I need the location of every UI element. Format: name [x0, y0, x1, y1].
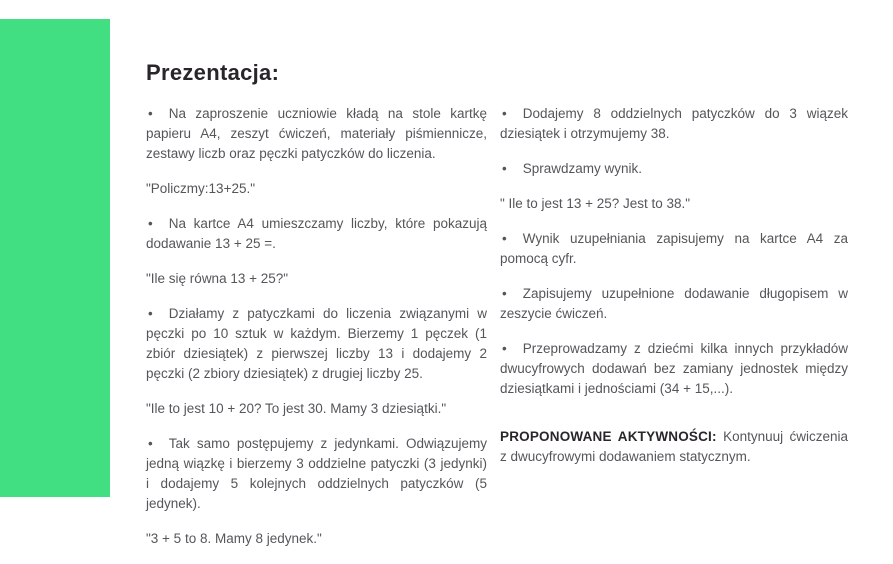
- proposed-activities: [500, 427, 848, 467]
- bullet-icon: •: [148, 436, 153, 451]
- bullet-icon: •: [148, 216, 153, 231]
- bullet-icon: •: [502, 161, 507, 176]
- paragraph: [146, 529, 487, 549]
- paragraph-text: Sprawdzamy wynik.: [522, 161, 643, 176]
- paragraph-text: Dodajemy 8 oddzielnych patyczków do 3 wiązek dziesiątek i otrzymujemy 38.: [500, 106, 848, 141]
- paragraph-text: Przeprowadzamy z dziećmi kilka innych przykładów dwucyfrowych dodawań bez zamiany jednostek między dziesiątkami i jednościami (34 + 15,...).: [500, 341, 848, 396]
- list-item: [146, 434, 487, 514]
- slide-content: [146, 60, 848, 564]
- columns: [146, 104, 848, 564]
- paragraph-text: "Ile to jest 10 + 20? To jest 30. Mamy 3 dziesiątki.": [146, 401, 447, 416]
- bullet-icon: •: [502, 341, 507, 356]
- list-item: [146, 104, 487, 164]
- paragraph-text: "Ile się równa 13 + 25?": [146, 271, 289, 286]
- paragraph: [146, 399, 487, 419]
- list-item: [500, 159, 848, 179]
- page-title: Prezentacja:: [146, 60, 280, 85]
- paragraph-text: Na kartce A4 umieszczamy liczby, które pokazują dodawanie 13 + 25 =.: [146, 216, 487, 251]
- paragraph-text: Działamy z patyczkami do liczenia związanymi w pęczki po 10 sztuk w każdym. Bierzemy 1 pęczek (1 zbiór dziesiątek) z pierwszej liczby 13 i dodajemy 2 pęczki (2 zbiory dziesiątek) z drugiej liczby 25.: [146, 306, 487, 381]
- activities-label: PROPONOWANE AKTYWNOŚCI:: [500, 429, 717, 444]
- bullet-icon: •: [502, 106, 507, 121]
- paragraph-text: Na zaproszenie uczniowie kładą na stole kartkę papieru A4, zeszyt ćwiczeń, materiały piśmiennicze, zestawy liczb oraz pęczki patyczków do liczenia.: [146, 106, 487, 161]
- paragraph-text: "Policzmy:13+25.": [146, 181, 256, 196]
- bullet-icon: •: [148, 306, 153, 321]
- list-item: [500, 284, 848, 324]
- right-column: [500, 104, 848, 564]
- paragraph-text: Wynik uzupełniania zapisujemy na kartce A4 za pomocą cyfr.: [500, 231, 848, 266]
- paragraph: [146, 269, 487, 289]
- paragraph-text: Tak samo postępujemy z jedynkami. Odwiązujemy jedną wiązkę i bierzemy 3 oddzielne patyczki (3 jedynki) i dodajemy 5 kolejnych oddzielnych patyczków (5 jedynek).: [146, 436, 487, 511]
- accent-bar: [0, 19, 110, 497]
- bullet-icon: •: [502, 231, 507, 246]
- paragraph-text: Zapisujemy uzupełnione dodawanie długopisem w zeszycie ćwiczeń.: [500, 286, 848, 321]
- paragraph-text: " Ile to jest 13 + 25? Jest to 38.": [500, 196, 691, 211]
- list-item: [500, 104, 848, 144]
- list-item: [500, 339, 848, 399]
- bullet-icon: •: [502, 286, 507, 301]
- left-column: [146, 104, 487, 564]
- paragraph-text: "3 + 5 to 8. Mamy 8 jedynek.": [146, 531, 322, 546]
- paragraph: [146, 179, 487, 199]
- bullet-icon: •: [148, 106, 153, 121]
- activities-text: Kontynuuj ćwiczenia z dwucyfrowymi dodawaniem statycznym.: [500, 429, 848, 464]
- paragraph: [500, 194, 848, 214]
- list-item: [146, 304, 487, 384]
- list-item: [500, 229, 848, 269]
- list-item: [146, 214, 487, 254]
